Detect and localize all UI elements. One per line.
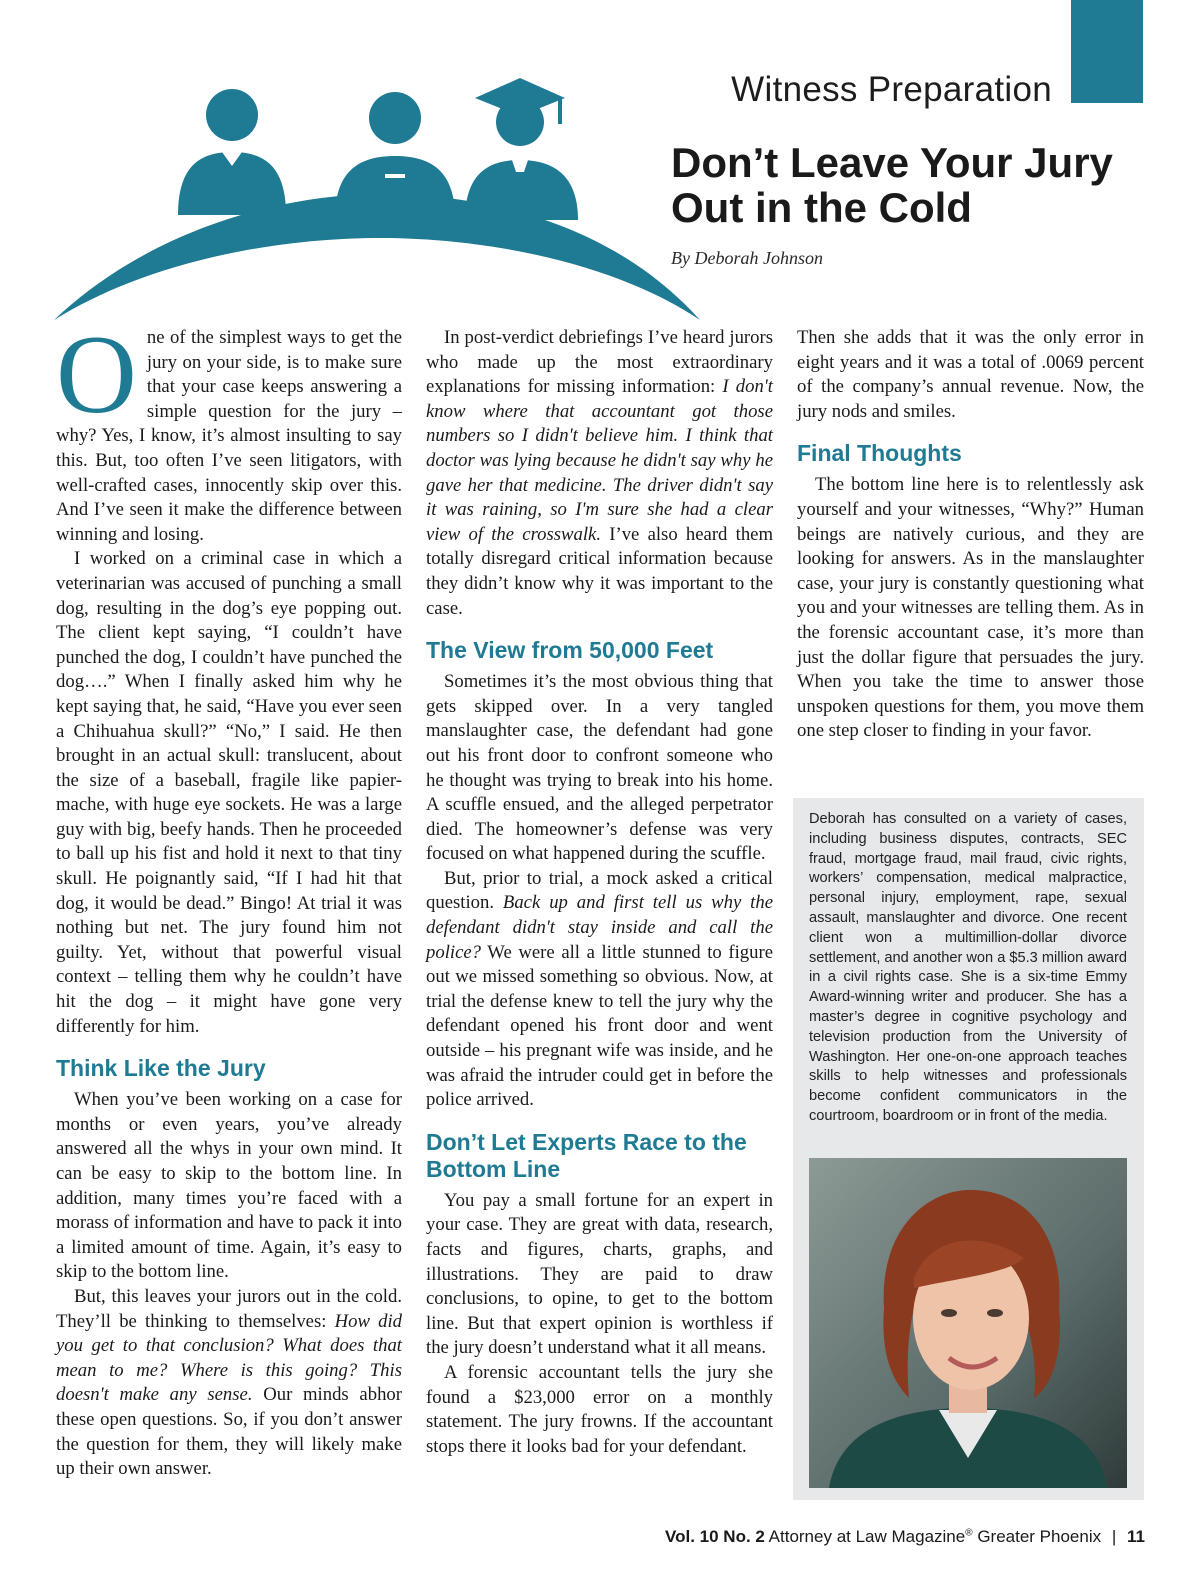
registered-mark: ® (965, 1527, 973, 1539)
jury-panel-icon (50, 70, 710, 330)
juror-head-2 (369, 92, 421, 144)
subheading-experts: Don’t Let Experts Race to the Bottom Line (426, 1128, 747, 1182)
paragraph: When you’ve been working on a case for months or even years, you’ve already answered all the whys in your own mind. It can be easy to skip to the bottom line. In addition, many times you’re faced with a morass of information and have to pack it into a limited amount of time. Again, it’s easy to skip to the bottom line. (56, 1089, 402, 1283)
graduation-tassel (558, 98, 562, 124)
author-bio-box (793, 798, 1144, 1500)
author-portrait (809, 1158, 1127, 1488)
portrait-eye-left (941, 1309, 957, 1317)
paragraph: Then she adds that it was the only error in eight years and it was a total of .0069 percent of the company’s annual revenue. Now, the jury nods and smiles. (797, 327, 1144, 422)
article-column-3 (797, 326, 1144, 744)
page-number: 11 (1127, 1527, 1145, 1546)
region-name: Greater Phoenix (977, 1527, 1102, 1546)
corner-tab (1071, 0, 1143, 103)
author-bio-text: Deborah has consulted on a variety of cases, including business disputes, contracts, SEC fraud, mortgage fraud, mail fraud, civic rights, workers’ compensation, medical malpractice, personal injury, employment, rape, sexual assault, manslaughter and divorce. One recent client won a multimillion-dollar divorce settlement, and another won a $5.3 million award in a civil rights case. She is a six-time Emmy Award-winning writer and producer. She has a master’s degree in cognitive psychology and television production from the University of Washington. Her one-on-one approach teaches skills to help witnesses and professionals become confident communicators in the courtroom, boardroom or in front of the media. (809, 811, 1128, 1124)
magazine-name: Attorney at Law Magazine (768, 1527, 966, 1546)
paragraph: I worked on a criminal case in which a veterinarian was accused of punching a small dog, resulting in the dog’s eye popping out. The client kept saying, “I couldn’t have punched the dog, I couldn’t have punched the dog….” When I finally asked him why he kept saying that, he said, “Have you ever seen a Chihuahua skull?” “No,” I said. He then brought in an actual skull: translucent, about the size of a baseball, fragile like papier-mache, with huge eye sockets. He was a large guy with big, beefy hands. Then he proceeded to ball up his fist and hold it next to that tiny skull. He poignantly said, “If I had hit that dog, it would be dead.” Bingo! At trial it was nothing but net. The jury found him not guilty. Yet, without that powerful visual context – telling them why he couldn’t have hit the dog – it might have gone very differently for him. (56, 548, 402, 1037)
subheading-think-like-jury: Think Like the Jury (56, 1055, 266, 1082)
page-footer (665, 1527, 1145, 1547)
paragraph: The bottom line here is to relentlessly ask yourself and your witnesses, “Why?” Human beings are natively curious, and they are looking for answers. As in the manslaughter case, your jury is constantly questioning what you and your witnesses are telling them. As in the forensic accountant case, it’s more than just the dollar figure that persuades the jury. When you take the time to answer those unspoken questions for them, you move them one step closer to finding in your favor. (797, 474, 1144, 742)
paragraph: A forensic accountant tells the jury she found a $23,000 error on a monthly statement. The jury frowns. If the accountant stops there it looks bad for your defendant. (426, 1361, 773, 1457)
volume-number: Vol. 10 No. 2 (665, 1527, 765, 1546)
juror-head-1 (206, 89, 258, 141)
drop-cap: O (56, 313, 137, 437)
paragraph: You pay a small fortune for an expert in your case. They are great with data, research, facts and figures, charts, graphs, and illustrations. They are paid to draw conclusions, to opine, to get to the bottom line. But that expert opinion is worthless if the jury doesn’t understand what it all means. (426, 1189, 773, 1359)
footer-divider: | (1111, 1527, 1117, 1546)
article-column-2 (426, 326, 773, 1459)
byline: By Deborah Johnson (671, 248, 823, 268)
paragraph: Sometimes it’s the most obvious thing that gets skipped over. In a very tangled manslaughter case, the defendant had gone out his front door to confront someone who he thought was trying to break into his home. A scuffle ensued, and the alleged perpetrator died. The homeowner’s defense was very focused on what happened during the scuffle. (426, 671, 773, 865)
paragraph: But, this leaves your jurors out in the cold. They’ll be thinking to themselves: How did you get to that conclusion? What does that mean to me? Where is this going? This doesn't make any sense. Our minds abhor these open questions. So, if you don’t answer the question for them, they will likely make up their own answer. (56, 1285, 402, 1480)
article-title: Don’t Leave Your Jury Out in the Cold (671, 139, 1113, 231)
article-column-1 (56, 313, 402, 1482)
paragraph: In post-verdict debriefings I’ve heard jurors who made up the most extraordinary explanations for missing information: I don't know where that accountant got those numbers so I didn't believe him. I think that doctor was lying because he didn't say why he gave her that medicine. The driver didn't say it was raining, so I'm sure she had a clear view of the crosswalk. I’ve also heard them totally disregard critical information because they didn’t know why it was important to the case. (426, 327, 773, 619)
badge-2 (385, 174, 405, 178)
section-label: Witness Preparation (731, 70, 1052, 109)
subheading-final-thoughts: Final Thoughts (797, 440, 962, 467)
paragraph: One of the simplest ways to get the jury on your side, is to make sure that your case keeps answering a simple question for the jury – why? Yes, I know, it’s almost insulting to say this. But, too often I’ve seen litigators, with well-crafted cases, innocently skip over this. And I’ve seen it make the difference between winning and losing. (56, 313, 402, 545)
graduation-cap (475, 78, 565, 116)
subheading-view-from-50000: The View from 50,000 Feet (426, 637, 714, 664)
table-arc (54, 194, 700, 320)
paragraph: But, prior to trial, a mock asked a critical question. Back up and first tell us why the defendant didn't stay inside and call the police? We were all a little stunned to figure out we missed something so obvious. Now, at trial the defense knew to tell the jury why the defendant opened his front door and went outside – his pregnant wife was inside, and he was afraid the intruder could get in before the police arrived. (426, 867, 773, 1111)
portrait-eye-right (987, 1309, 1003, 1317)
